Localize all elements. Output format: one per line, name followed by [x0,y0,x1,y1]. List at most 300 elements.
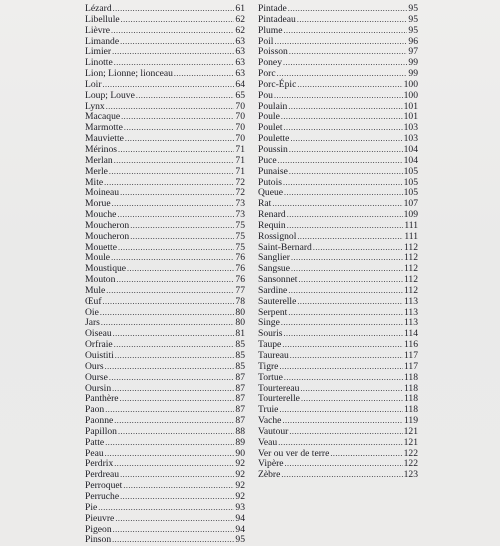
dot-leader [288,308,403,319]
index-entry [85,156,245,167]
entry-name: Merlan [85,154,113,166]
dot-leader [136,91,235,102]
dot-leader [288,4,408,15]
entry-page-number: 85 [235,360,245,372]
entry-page-number: 113 [403,295,418,307]
index-entry [258,373,418,384]
dot-leader [121,15,235,26]
entry-name: Oie [85,306,99,318]
dot-leader [120,492,234,503]
index-entry [85,503,245,514]
dot-leader [283,58,407,69]
entry-name: Poney [258,57,282,69]
entry-name: Taureau [258,350,289,361]
entry-name: Saint-Bernard [258,241,312,253]
entry-name: Moucheron [85,230,130,242]
entry-name: Poulain [258,100,288,112]
dot-leader [112,199,235,210]
dot-leader [105,362,235,373]
dot-leader [111,26,234,37]
entry-page-number: 61 [235,3,245,14]
entry-page-number: 101 [403,100,418,112]
dot-leader [284,329,403,340]
dot-leader [282,340,403,351]
entry-name: Mule [85,284,106,296]
index-entry [258,102,418,113]
entry-page-number: 111 [404,219,418,231]
index-entry [85,26,245,37]
entry-name: Linotte [85,57,113,69]
index-entry [258,427,418,438]
index-entry [258,80,418,91]
dot-leader [120,37,234,48]
entry-page-number: 73 [235,209,245,221]
dot-leader [124,123,235,134]
dot-leader [121,112,234,123]
index-entry [258,167,418,178]
entry-page-number: 72 [235,176,245,188]
entry-page-number: 105 [403,176,418,188]
index-entry [258,26,418,37]
entry-name: Serpent [258,306,288,318]
dot-leader [112,384,234,395]
entry-name: Poule [258,111,280,123]
entry-page-number: 105 [403,165,418,177]
entry-page-number: 116 [403,339,418,351]
index-entry [258,308,418,319]
entry-page-number: 92 [235,490,245,502]
dot-leader [313,243,403,254]
entry-page-number: 80 [235,317,245,329]
dot-leader [117,210,234,221]
entry-name: Lion; Lionne; lionceau [85,68,173,80]
entry-name: Perdrix [85,458,114,470]
entry-name: Sanglier [258,252,290,264]
dot-leader [112,47,234,58]
entry-page-number: 95 [408,3,418,14]
entry-page-number: 113 [403,306,418,318]
entry-name: Limande [85,35,120,47]
entry-page-number: 112 [403,252,418,264]
index-entry [85,438,245,449]
dot-leader [297,80,402,91]
entry-name: Pintade [258,3,287,14]
index-entry [258,351,418,362]
entry-page-number: 112 [403,263,418,275]
index-entry [258,329,418,340]
dot-leader [113,329,235,340]
entry-page-number: 75 [235,241,245,253]
index-entry [85,167,245,178]
entry-page-number: 65 [235,89,245,101]
dot-leader [287,210,403,221]
entry-page-number: 100 [403,78,418,90]
entry-name: Perruche [85,490,120,502]
entry-name: Loup; Louve [85,89,135,101]
index-entry [85,297,245,308]
dot-leader [282,416,403,427]
index-entry [258,438,418,449]
entry-page-number: 62 [235,13,245,25]
dot-leader [109,167,234,178]
entry-name: Queue [258,187,284,199]
dot-leader [289,427,402,438]
entry-page-number: 95 [408,13,418,25]
entry-page-number: 113 [403,317,418,329]
entry-name: Rossignol [258,230,297,242]
entry-page-number: 81 [235,328,245,340]
entry-name: Punaise [258,165,288,177]
entry-name: Macaque [85,111,121,123]
entry-name: Poulet [258,122,283,134]
entry-page-number: 75 [235,219,245,231]
entry-name: Sansonnet [258,274,298,286]
entry-name: Sardine [258,284,288,296]
entry-name: Mauviette [85,133,124,145]
entry-name: Requin [258,219,286,231]
dot-leader [106,286,234,297]
index-entry [258,188,418,199]
entry-page-number: 93 [235,501,245,513]
entry-name: Marmotte [85,122,123,134]
entry-name: Œuf [85,295,102,307]
entry-page-number: 109 [403,209,418,221]
entry-name: Zèbre [258,469,281,481]
entry-page-number: 90 [235,447,245,459]
entry-name: Poussin [258,143,288,155]
entry-page-number: 117 [403,360,418,372]
entry-page-number: 63 [235,46,245,58]
index-entry [85,351,245,362]
entry-name: Sauterelle [258,295,297,307]
dot-leader [114,340,235,351]
index-entry [85,286,245,297]
dot-leader [100,308,235,319]
entry-page-number: 122 [403,458,418,470]
entry-name: Mouette [85,241,117,253]
entry-name: Ouistiti [85,350,114,361]
dot-leader [109,373,234,384]
entry-name: Ver ou ver de terre [258,447,330,459]
dot-leader [288,102,402,113]
entry-page-number: 121 [403,436,418,448]
entry-page-number: 62 [235,24,245,36]
entry-page-number: 112 [403,241,418,253]
index-entry [258,145,418,156]
dot-leader [106,102,235,113]
entry-page-number: 118 [403,382,418,394]
dot-leader [284,26,408,37]
index-entry [258,58,418,69]
entry-page-number: 118 [403,371,418,383]
dot-leader [290,134,402,145]
dot-leader [284,373,403,384]
entry-name: Paonne [85,415,114,427]
entry-page-number: 71 [235,165,245,177]
entry-name: Oiseau [85,328,112,340]
entry-page-number: 63 [235,35,245,47]
entry-name: Peau [85,447,104,459]
entry-name: Pie [85,501,98,513]
dot-leader [127,264,234,275]
entry-name: Sangsue [258,263,290,275]
entry-page-number: 87 [235,415,245,427]
dot-leader [285,459,403,470]
entry-page-number: 103 [403,133,418,145]
entry-name: Moustique [85,263,127,275]
dot-leader [112,535,234,546]
entry-name: Tigre [258,360,279,372]
entry-name: Mouche [85,209,117,221]
entry-page-number: 87 [235,382,245,394]
dot-leader [105,449,235,460]
index-entry [258,232,418,243]
entry-name: Mite [85,176,104,188]
index-column-left [85,4,245,546]
entry-page-number: 112 [403,284,418,296]
dot-leader [289,145,403,156]
entry-page-number: 75 [235,230,245,242]
entry-name: Vipère [258,458,284,470]
dot-leader [105,405,234,416]
entry-page-number: 95 [408,24,418,36]
entry-name: Lièvre [85,24,111,36]
entry-page-number: 70 [235,122,245,134]
entry-name: Merle [85,165,108,177]
entry-name: Poil [258,35,274,47]
dot-leader [118,243,234,254]
entry-name: Morue [85,198,111,210]
entry-name: Ours [85,360,104,372]
dot-leader [113,525,235,536]
entry-page-number: 70 [235,100,245,112]
entry-page-number: 76 [235,274,245,286]
dot-leader [98,503,234,514]
entry-page-number: 103 [403,122,418,134]
dot-leader [123,481,234,492]
dot-leader [330,449,402,460]
dot-leader [114,156,235,167]
entry-page-number: 72 [235,187,245,199]
entry-page-number: 92 [235,458,245,470]
dot-leader [118,145,234,156]
dot-leader [297,15,408,26]
entry-page-number: 118 [403,404,418,416]
entry-page-number: 88 [235,425,245,437]
dot-leader [130,221,234,232]
entry-name: Ourse [85,371,108,383]
dot-leader [288,286,403,297]
entry-page-number: 112 [403,274,418,286]
entry-page-number: 71 [235,154,245,166]
entry-page-number: 105 [403,187,418,199]
dot-leader [289,47,408,58]
index-entry [85,232,245,243]
entry-name: Pieuvre [85,512,115,524]
entry-name: Tourtereau [258,382,300,394]
dot-leader [114,459,234,470]
entry-name: Poulette [258,133,290,145]
entry-page-number: 94 [235,512,245,524]
entry-name: Porc-Épic [258,78,297,90]
entry-name: Putois [258,176,282,188]
dot-leader [272,199,402,210]
entry-page-number: 87 [235,404,245,416]
dot-leader [174,69,234,80]
entry-name: Vautour [258,425,289,437]
entry-page-number: 123 [403,469,418,481]
entry-name: Libellule [85,13,120,25]
entry-page-number: 100 [403,89,418,101]
dot-leader [120,394,235,405]
entry-page-number: 111 [404,230,418,242]
entry-name: Vache [258,415,282,427]
dot-leader [277,69,408,80]
entry-name: Perroquet [85,480,123,492]
dot-leader [291,253,403,264]
entry-page-number: 73 [235,198,245,210]
entry-name: Panthère [85,393,119,405]
entry-name: Orfraie [85,339,113,351]
entry-name: Porc [258,68,276,80]
index-entry [258,470,418,481]
index-entry [85,373,245,384]
entry-name: Rat [258,198,272,210]
entry-name: Tourterelle [258,393,300,405]
entry-name: Pigeon [85,523,112,535]
dot-leader [298,275,403,286]
entry-page-number: 70 [235,111,245,123]
dot-leader [274,37,407,48]
dot-leader [278,156,403,167]
entry-name: Limier [85,46,112,58]
dot-leader [104,178,234,189]
entry-name: Truie [258,404,279,416]
index-entry [85,535,245,546]
index-entry [258,47,418,58]
dot-leader [281,318,403,329]
entry-page-number: 99 [408,68,418,80]
entry-name: Veau [258,436,278,448]
entry-name: Jars [85,317,100,329]
index-entry [85,514,245,525]
entry-page-number: 70 [235,133,245,145]
entry-name: Mouton [85,274,116,286]
index-entry [85,69,245,80]
entry-name: Pinson [85,534,112,546]
entry-name: Puce [258,154,277,166]
entry-page-number: 85 [235,339,245,351]
entry-page-number: 64 [235,78,245,90]
dot-leader [287,221,404,232]
index-entry [85,427,245,438]
entry-name: Mérinos [85,143,117,155]
entry-page-number: 107 [403,198,418,210]
entry-page-number: 87 [235,371,245,383]
entry-page-number: 94 [235,523,245,535]
dot-leader [279,405,403,416]
dot-leader [284,123,403,134]
entry-name: Singe [258,317,280,329]
index-entry [85,308,245,319]
dot-leader [120,470,234,481]
dot-leader [284,188,403,199]
entry-name: Moineau [85,187,120,199]
dot-leader [301,394,403,405]
entry-name: Patte [85,436,105,448]
entry-page-number: 95 [235,534,245,546]
dot-leader [120,188,234,199]
dot-leader [116,275,234,286]
entry-page-number: 71 [235,143,245,155]
entry-page-number: 114 [403,328,418,340]
entry-page-number: 89 [235,436,245,448]
dot-leader [114,416,234,427]
entry-page-number: 92 [235,469,245,481]
dot-leader [130,232,234,243]
entry-page-number: 117 [403,350,418,361]
dot-leader [274,91,403,102]
dot-leader [300,384,403,395]
index-entry [85,91,245,102]
entry-page-number: 119 [403,415,418,427]
entry-page-number: 63 [235,68,245,80]
entry-name: Tortue [258,371,283,383]
dot-leader [125,134,235,145]
index-entry [258,459,418,470]
entry-page-number: 122 [403,447,418,459]
entry-page-number: 78 [235,295,245,307]
entry-name: Lézard [85,3,112,14]
entry-name: Moule [85,252,111,264]
dot-leader [281,112,403,123]
entry-page-number: 118 [403,393,418,405]
dot-leader [279,362,403,373]
dot-leader [118,427,234,438]
index-entry [85,394,245,405]
entry-name: Plume [258,24,283,36]
dot-leader [111,253,234,264]
entry-page-number: 96 [408,35,418,47]
entry-page-number: 101 [403,111,418,123]
entry-page-number: 104 [403,143,418,155]
dot-leader [291,264,403,275]
entry-page-number: 92 [235,480,245,492]
entry-name: Perdreau [85,469,120,481]
index-column-right [258,4,418,481]
entry-page-number: 76 [235,252,245,264]
entry-page-number: 121 [403,425,418,437]
entry-page-number: 77 [235,284,245,296]
entry-name: Pintadeau [258,13,296,25]
index-entry [85,492,245,503]
entry-name: Pou [258,89,273,101]
dot-leader [105,438,234,449]
dot-leader [283,178,403,189]
entry-page-number: 85 [235,350,245,361]
index-entry [258,91,418,102]
entry-name: Renard [258,209,286,221]
entry-name: Oursin [85,382,112,394]
dot-leader [113,4,235,15]
entry-page-number: 87 [235,393,245,405]
index-entry [85,525,245,536]
entry-page-number: 97 [408,46,418,58]
dot-leader [115,514,234,525]
entry-name: Papillon [85,425,117,437]
dot-leader [103,297,235,308]
dot-leader [289,167,403,178]
